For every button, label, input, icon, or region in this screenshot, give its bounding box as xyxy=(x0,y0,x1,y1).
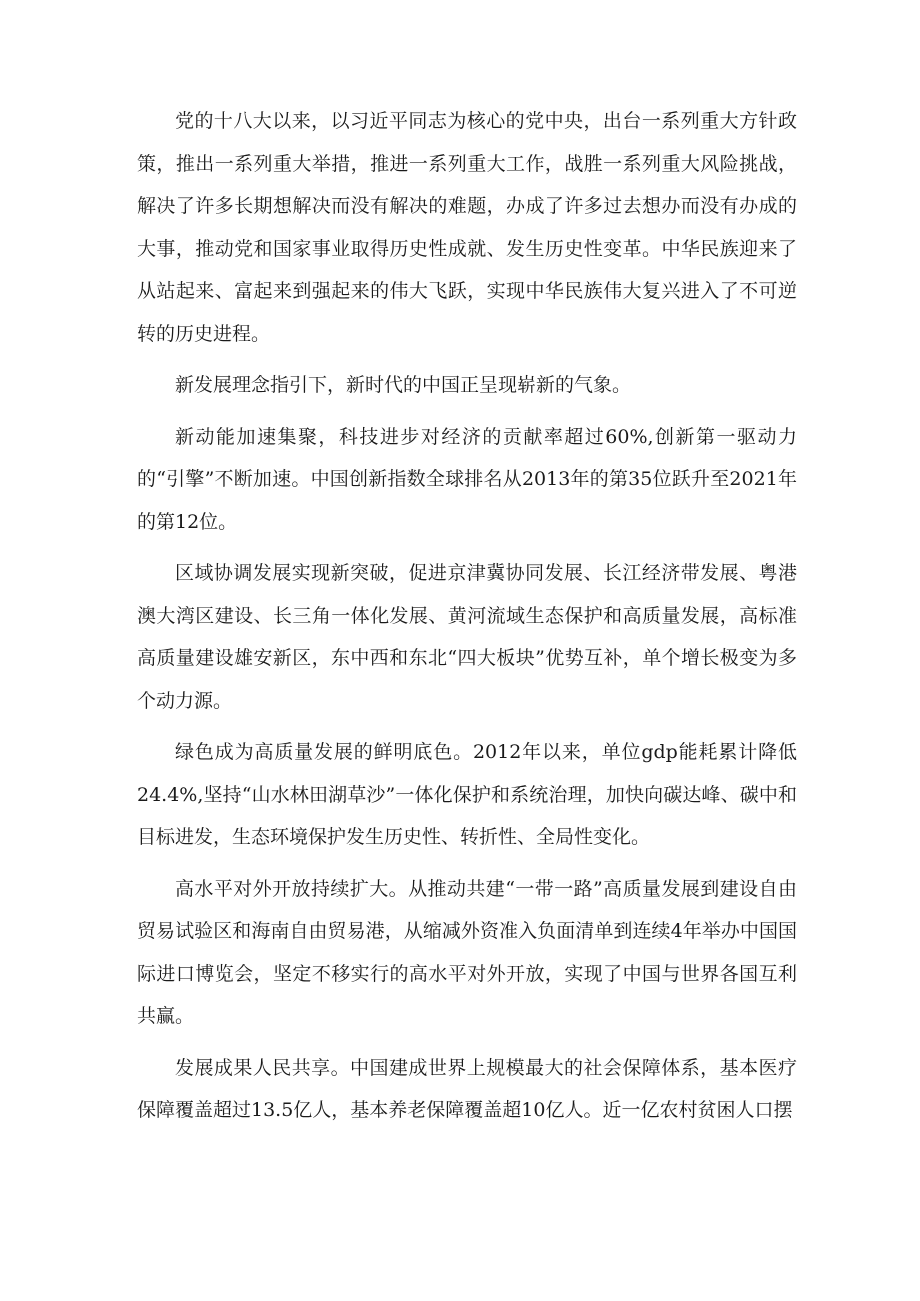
document-body xyxy=(137,100,797,1141)
paragraph-1: 党的十八大以来，以习近平同志为核心的党中央，出台一系列重大方针政策，推出一系列重大举措，推进一系列重大工作，战胜一系列重大风险挑战，解决了许多长期想解决而没有解决的难题，办成了许多过去想办而没有办成的大事，推动党和国家事业取得历史性成就、发生历史性变革。中华民族迎来了从站起来、富起来到强起来的伟大飞跃，实现中华民族伟大复兴进入了不可逆转的历史进程。 xyxy=(137,110,797,345)
paragraph-2: 新发展理念指引下，新时代的中国正呈现崭新的气象。 xyxy=(175,374,632,396)
paragraph-5: 绿色成为高质量发展的鲜明底色。2012年以来，单位gdp能耗累计降低24.4%,坚持“山水林田湖草沙”一体化保护和系统治理，加快向碳达峰、碳中和目标进发，生态环境保护发生历史性、转折性、全局性变化。 xyxy=(137,741,797,848)
paragraph-7: 发展成果人民共享。中国建成世界上规模最大的社会保障体系，基本医疗保障覆盖超过13.5亿人，基本养老保障覆盖超10亿人。近一亿农村贫困人口摆 xyxy=(137,1056,797,1121)
paragraph-3: 新动能加速集聚，科技进步对经济的贡献率超过60%,创新第一驱动力的“引擎”不断加速。中国创新指数全球排名从2013年的第35位跃升至2021年的第12位。 xyxy=(137,425,797,533)
paragraph-6: 高水平对外开放持续扩大。从推动共建“一带一路”高质量发展到建设自由贸易试验区和海南自由贸易港，从缩减外资准入负面清单到连续4年举办中国国际进口博览会，坚定不移实行的高水平对外开放，实现了中国与世界各国互利共赢。 xyxy=(137,877,797,1027)
paragraph-4: 区域协调发展实现新突破，促进京津冀协同发展、长江经济带发展、粤港澳大湾区建设、长三角一体化发展、黄河流域生态保护和高质量发展，高标准高质量建设雄安新区，东中西和东北“四大板块”优势互补，单个增长极变为多个动力源。 xyxy=(137,562,797,712)
